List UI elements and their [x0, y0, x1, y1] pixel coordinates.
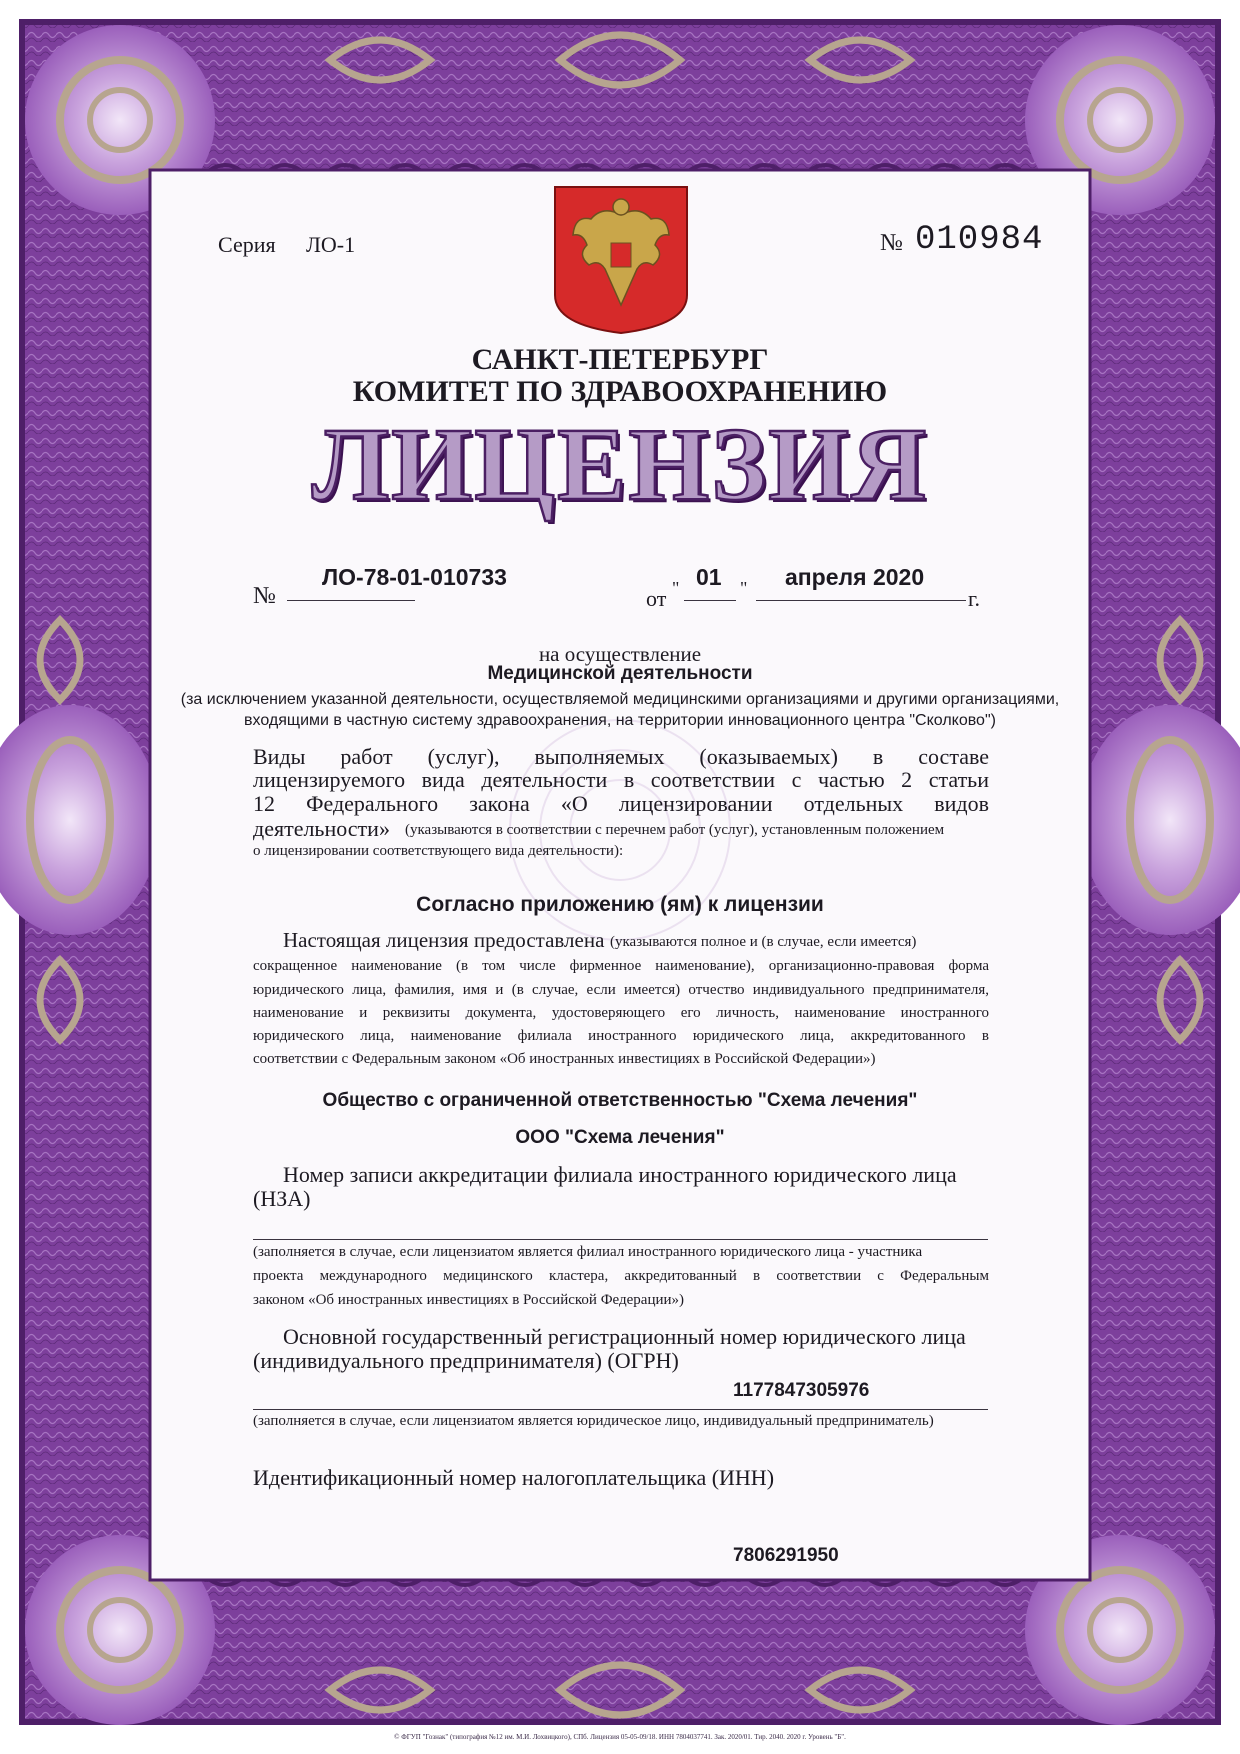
date-close-quote: " — [740, 578, 748, 598]
license-number-sign: № — [253, 583, 276, 609]
works-line5-note: о лицензировании соответствующего вида деятельности): — [253, 843, 624, 859]
issuer-authority: КОМИТЕТ ПО ЗДРАВООХРАНЕНИЮ — [352, 375, 888, 408]
nza-note1: (заполняется в случае, если лицензиатом является филиал иностранного юридического лица - участника — [253, 1244, 923, 1260]
date-open-quote: " — [672, 578, 680, 598]
works-line4-main: деятельности» — [253, 816, 390, 841]
licensee-short-name: ООО "Схема лечения" — [515, 1127, 725, 1148]
inn-value: 7806291950 — [733, 1545, 839, 1566]
license-month-year: апреля 2020 — [785, 564, 925, 590]
licensee-line3: юридического лица, фамилия, имя и (в случае, если имеется) отчество индивидуального предпринимателя, — [253, 982, 989, 998]
activity-name: Медицинской деятельности — [487, 663, 753, 684]
activity-intro: на осуществление — [538, 642, 702, 666]
ogrn-line2: (индивидуального предпринимателя) (ОГРН) — [253, 1348, 679, 1373]
issuer-city: САНКТ-ПЕТЕРБУРГ — [471, 343, 769, 376]
blank-number-sign: № — [880, 230, 903, 256]
blank-number: 010984 — [915, 221, 1044, 259]
licensee-line5: юридического лица, наименование филиала иностранного юридического лица, аккредитованного в — [253, 1028, 989, 1044]
license-number: ЛО-78-01-010733 — [322, 564, 507, 590]
licensee-line1-note: (указываются полное и (в случае, если имеется) — [610, 934, 917, 950]
date-from-label: от — [646, 586, 667, 611]
ogrn-value: 1177847305976 — [733, 1380, 870, 1401]
nza-note2: проекта международного медицинского кластера, аккредитованный в соответствии с Федеральным — [253, 1268, 989, 1284]
license-day: 01 — [696, 564, 722, 590]
licensee-line4: наименование и реквизиты документа, удостоверяющего его личность, наименование иностранного — [253, 1005, 989, 1021]
activity-exception-line1: (за исключением указанной деятельности, осуществляемой медицинскими организациями и другими организациями, — [180, 691, 1060, 708]
year-suffix: г. — [968, 586, 981, 611]
printer-imprint: © ФГУП "Гознак" (типография №12 им. М.И. Лохвицкого), СПб. Лицензия 05-05-09/18. ИНН 7804037741. Зак. 2020/01. Тир. 2040. 2020 г. Уровень "Б". — [394, 1733, 846, 1741]
nza-note3: законом «Об иностранных инвестициях в Российской Федерации») — [253, 1292, 685, 1308]
series-value: ЛО-1 — [306, 232, 356, 257]
nza-line1: Номер записи аккредитации филиала иностранного юридического лица — [283, 1162, 957, 1187]
document-title: ЛИЦЕНЗИЯ — [311, 407, 929, 522]
inn-label: Идентификационный номер налогоплательщика (ИНН) — [253, 1465, 775, 1490]
licensee-line6: соответствии с Федеральным законом «Об иностранных инвестициях в Российской Федерации») — [253, 1051, 876, 1067]
nza-line2: (НЗА) — [253, 1186, 311, 1211]
activity-exception-line2: входящими в частную систему здравоохранения, на территории инновационного центра "Сколково") — [244, 712, 996, 729]
works-line2: лицензируемого вида деятельности в соответствии с частью 2 статьи — [253, 767, 989, 792]
ogrn-line1: Основной государственный регистрационный номер юридического лица — [283, 1324, 966, 1349]
licensee-line2: сокращенное наименование (в том числе фирменное наименование), организационно-правовая форма — [253, 958, 989, 974]
works-line1: Виды работ (услуг), выполняемых (оказываемых) в составе — [253, 744, 989, 769]
series-label: Серия — [218, 232, 276, 257]
ogrn-note: (заполняется в случае, если лицензиатом является юридическое лицо, индивидуальный предприниматель) — [253, 1413, 934, 1429]
licensee-full-name: Общество с ограниченной ответственностью "Схема лечения" — [322, 1090, 918, 1111]
works-line4-note: (указываются в соответствии с перечнем работ (услуг), установленным положением — [405, 822, 945, 838]
licensee-line1-main: Настоящая лицензия предоставлена — [283, 928, 605, 952]
russian-coat-of-arms-icon — [553, 185, 689, 335]
works-value: Согласно приложению (ям) к лицензии — [416, 893, 824, 916]
works-line3: 12 Федерального закона «О лицензировании отдельных видов — [253, 791, 989, 816]
